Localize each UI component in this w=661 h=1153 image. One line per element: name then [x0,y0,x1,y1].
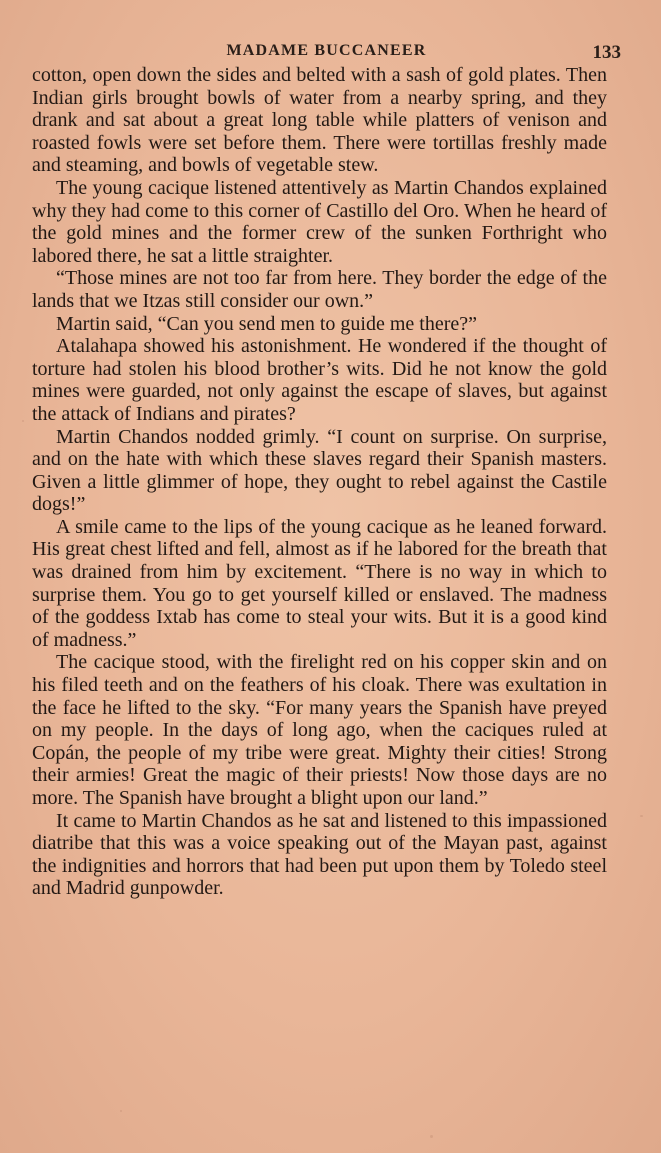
paragraph: Martin Chandos nodded grimly. “I count on surprise. On surprise, and on the hate with which these slaves regard their Spanish masters. Given a little glimmer of hope, they ought to rebel against the Castile dogs!” [32,425,607,516]
paper-speck [640,815,643,817]
paragraph: Atalahapa showed his astonishment. He wondered if the thought of torture had stolen his blood brother’s wits. Did he not know the gold mines were guarded, not only against the escape of slaves, but against the attack of Indians and pirates? [32,335,607,425]
paper-speck [22,420,24,422]
paragraph: Martin said, “Can you send men to guide me there?” [56,312,477,335]
page-header [30,42,623,64]
paper-speck [120,1110,122,1112]
paragraph: The cacique stood, with the firelight red on his copper skin and on his filed teeth and on the feathers of his cloak. There was exultation in the face he lifted to the sky. “For many years the Spanish have preyed on my people. In the days of long ago, when the caciques ruled at Copán, the people of my tribe were great. Mighty their cities! Strong their armies! Great the magic of their priests! Now those days are no more. The Spanish have brought a blight upon our land.” [32,651,607,809]
paragraph: “Those mines are not too far from here. They border the edge of the lands that we Itzas still consider our own.” [32,267,607,312]
page-number: 133 [592,42,621,63]
paragraph: A smile came to the lips of the young cacique as he leaned forward. His great chest lifted and fell, almost as if he labored for the breath that was drained from him by excitement. “There is no way in which to surprise them. You go to get yourself killed or enslaved. The madness of the goddess Ixtab has come to steal your wits. But it is a good kind of madness.” [32,515,607,651]
body-text [32,64,607,900]
paragraph: The young cacique listened attentively as Martin Chandos explained why they had come to this corner of Castillo del Oro. When he heard of the gold mines and the former crew of the sunken Forthright who labored there, he sat a little straighter. [32,176,607,267]
running-title: MADAME BUCCANEER [226,42,427,59]
paper-speck [430,1135,433,1138]
paragraph: cotton, open down the sides and belted with a sash of gold plates. Then Indian girls brought bowls of water from a nearby spring, and they drank and sat about a great long table while platters of venison and roasted fowls were set before them. There were tortillas freshly made and steaming, and bowls of vegetable stew. [32,64,607,177]
paragraph: It came to Martin Chandos as he sat and listened to this impassioned diatribe that this was a voice speaking out of the Mayan past, against the indignities and horrors that had been put upon them by Toledo steel and Madrid gunpowder. [32,809,607,900]
paper-speck [590,210,593,213]
